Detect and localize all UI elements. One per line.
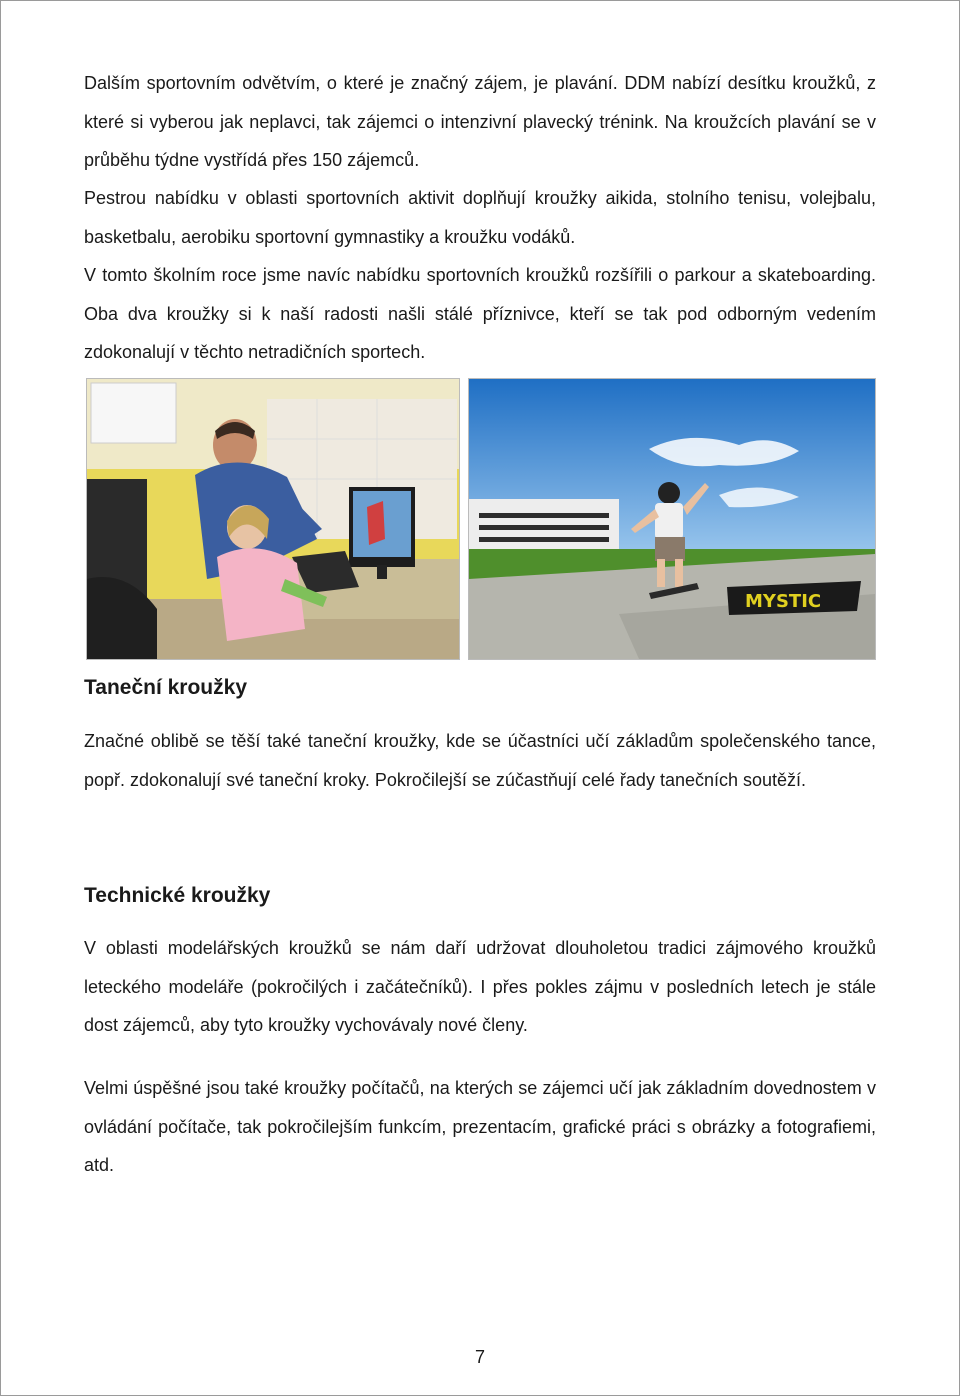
paragraph-dance-clubs: Značné oblibě se těší také taneční kroužky, kde se účastníci učí základům společenského tance, popř. zdokonalují své taneční kroky. Pokročilejší se zúčastňují celé řady tanečních soutěží. (84, 731, 876, 790)
paragraph-model-clubs: V oblasti modelářských kroužků se nám daří udržovat dlouholetou tradici zájmového kroužků leteckého modeláře (pokročilých i začátečníků). I přes pokles zájmu v posledních letech je stále dost zájemců, aby tyto kroužky vychovávaly nové členy. (84, 938, 876, 1035)
heading-technical-clubs: Technické kroužky (84, 884, 271, 907)
heading-dance-clubs: Taneční kroužky (84, 676, 247, 699)
paragraph-parkour-skateboarding: V tomto školním roce jsme navíc nabídku sportovních kroužků rozšířili o parkour a skateboarding. Oba dva kroužky si k naší radosti našli stálé příznivce, kteří se tak pod odborným vedením zdokonalují v těchto netradičních sportech. (84, 265, 876, 362)
paragraph-swimming: Dalším sportovním odvětvím, o které je značný zájem, je plavání. DDM nabízí desítku kroužků, z které si vyberou jak neplavci, tak zájemci o intenzivní plavecký trénink. Na kroužcích plavání se v průběhu týdne vystřídá přes 150 zájemců. (84, 73, 876, 170)
ramp-logo-text: MYSTIC (745, 591, 822, 612)
paragraph-computer-clubs: Velmi úspěšné jsou také kroužky počítačů, na kterých se zájemci učí jak základním dovednostem v ovládání počítače, tak pokročilejším funkcím, prezentacím, grafické práci s obrázky a fotografiemi, atd. (84, 1078, 876, 1175)
photo-computer-lesson (86, 378, 460, 660)
photo-skateboarding (468, 378, 876, 660)
page-number: 7 (474, 1347, 485, 1367)
paragraph-sports-offer: Pestrou nabídku v oblasti sportovních aktivit doplňují kroužky aikida, stolního tenisu, volejbalu, basketbalu, aerobiku sportovní gymnastiky a kroužku vodáků. (84, 188, 876, 247)
